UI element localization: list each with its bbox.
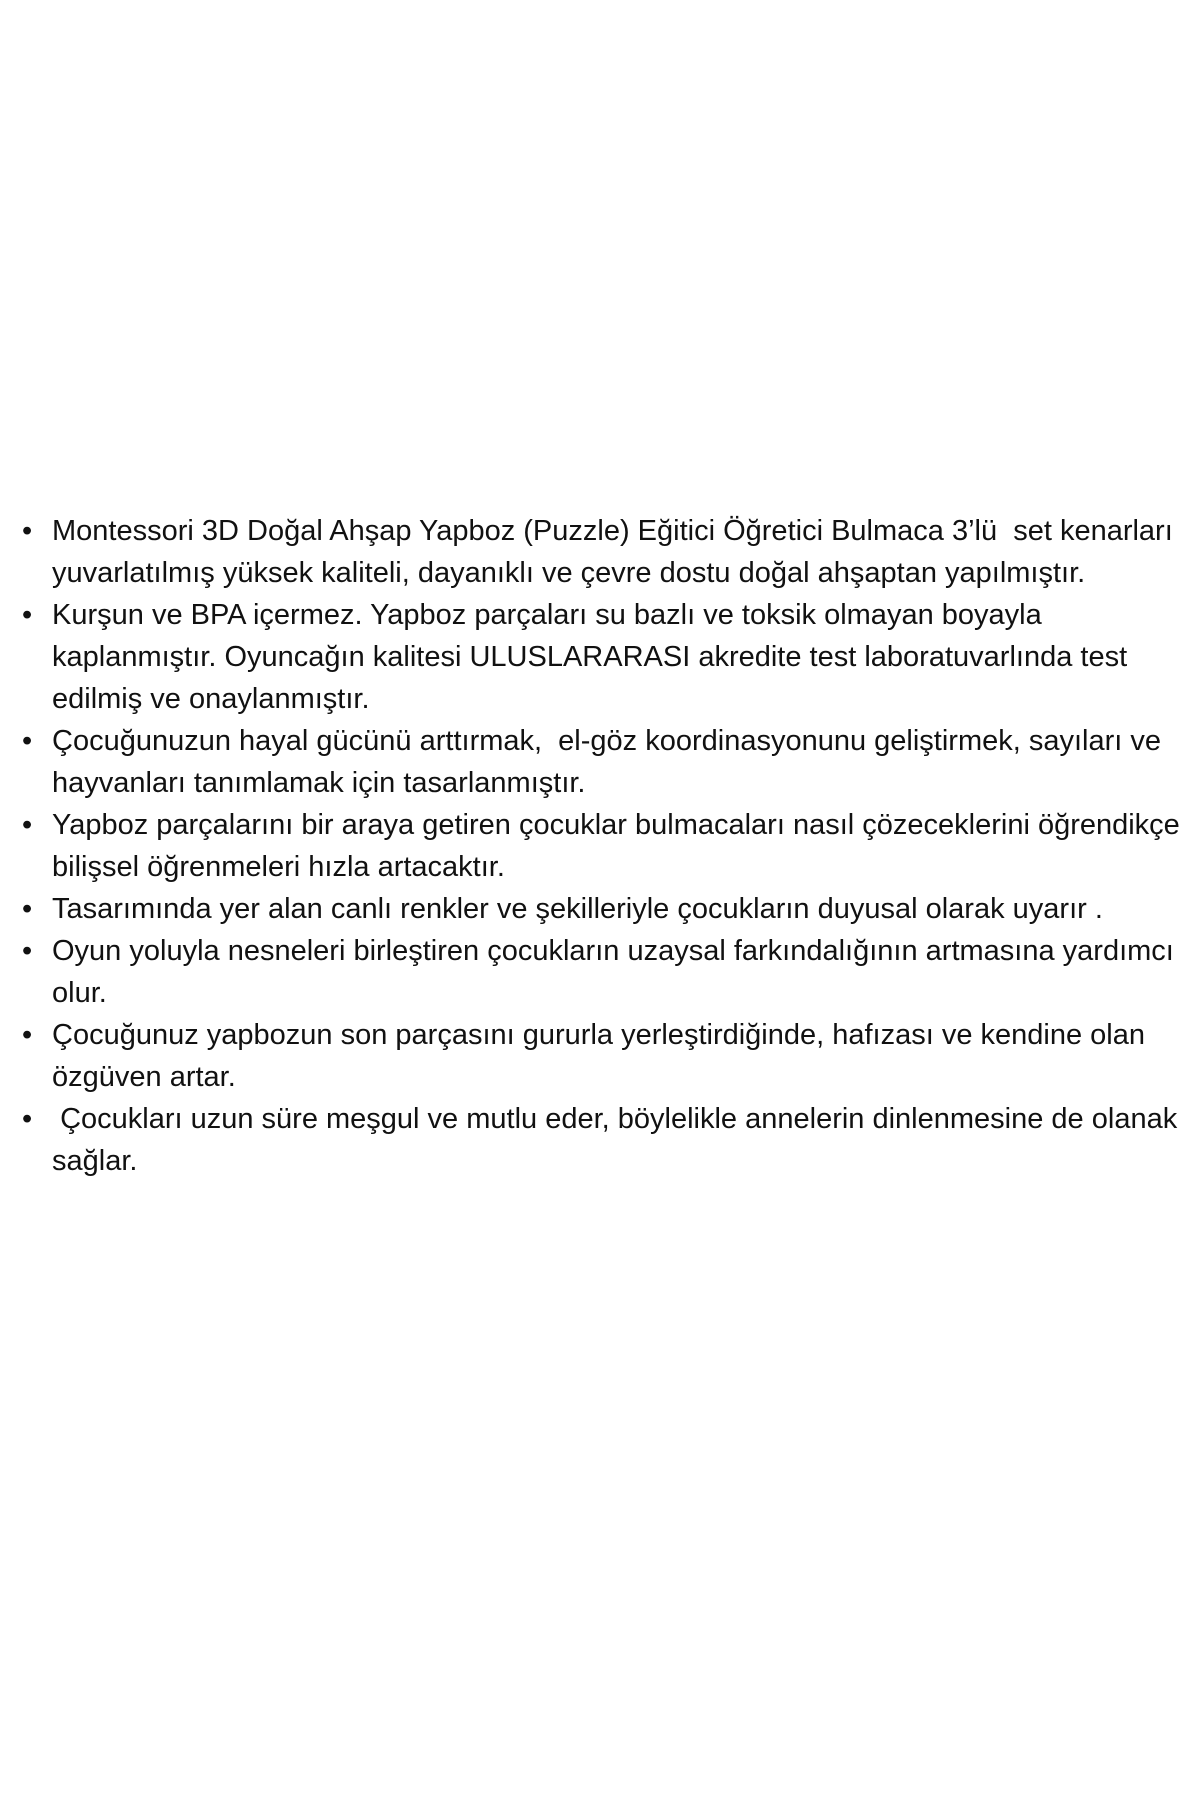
- bullet-icon: •: [22, 893, 33, 925]
- bullet-icon: •: [22, 935, 33, 967]
- bullet-text: Çocukları uzun süre meşgul ve mutlu eder, böylelikle annelerin dinlenmesine de olanak sağlar.: [52, 1103, 1186, 1177]
- bullet-text: Çocuğunuz yapbozun son parçasını gururla yerleştirdiğinde, hafızası ve kendine olan özgüven artar.: [52, 1019, 1154, 1093]
- bullet-icon: •: [22, 599, 33, 631]
- bullet-icon: •: [22, 515, 33, 547]
- bullet-text: Yapboz parçalarını bir araya getiren çocuklar bulmacaları nasıl çözeceklerini öğrendikçe bilişsel öğrenmeleri hızla artacaktır.: [52, 809, 1188, 883]
- bullet-text: Montessori 3D Doğal Ahşap Yapboz (Puzzle) Eğitici Öğretici Bulmaca 3’lü set kenarları yuvarlatılmış yüksek kaliteli, dayanıklı ve çevre dostu doğal ahşaptan yapılmıştır.: [52, 515, 1181, 589]
- list-item: [22, 510, 1187, 594]
- bullet-text: Kurşun ve BPA içermez. Yapboz parçaları su bazlı ve toksik olmayan boyayla kaplanmıştır. Oyuncağın kalitesi ULUSLARARASI akredite test laboratuvarlında test edilmiş ve onaylanmıştır.: [52, 599, 1136, 715]
- bullet-text: Oyun yoluyla nesneleri birleştiren çocukların uzaysal farkındalığının artmasına yardımcı olur.: [52, 935, 1182, 1009]
- feature-bullet-list: [22, 510, 1187, 1182]
- list-item: [22, 930, 1187, 1014]
- list-item: [22, 594, 1187, 720]
- list-item: [22, 888, 1187, 930]
- list-item: [22, 1014, 1187, 1098]
- list-item: [22, 804, 1187, 888]
- bullet-icon: •: [22, 725, 33, 757]
- list-item: [22, 1098, 1187, 1182]
- bullet-icon: •: [22, 809, 33, 841]
- bullet-text: Tasarımında yer alan canlı renkler ve şekilleriyle çocukların duyusal olarak uyarır .: [52, 893, 1103, 925]
- bullet-icon: •: [22, 1103, 33, 1135]
- bullet-text: Çocuğunuzun hayal gücünü arttırmak, el-göz koordinasyonunu geliştirmek, sayıları ve hayvanları tanımlamak için tasarlanmıştır.: [52, 725, 1170, 799]
- bullet-icon: •: [22, 1019, 33, 1051]
- list-item: [22, 720, 1187, 804]
